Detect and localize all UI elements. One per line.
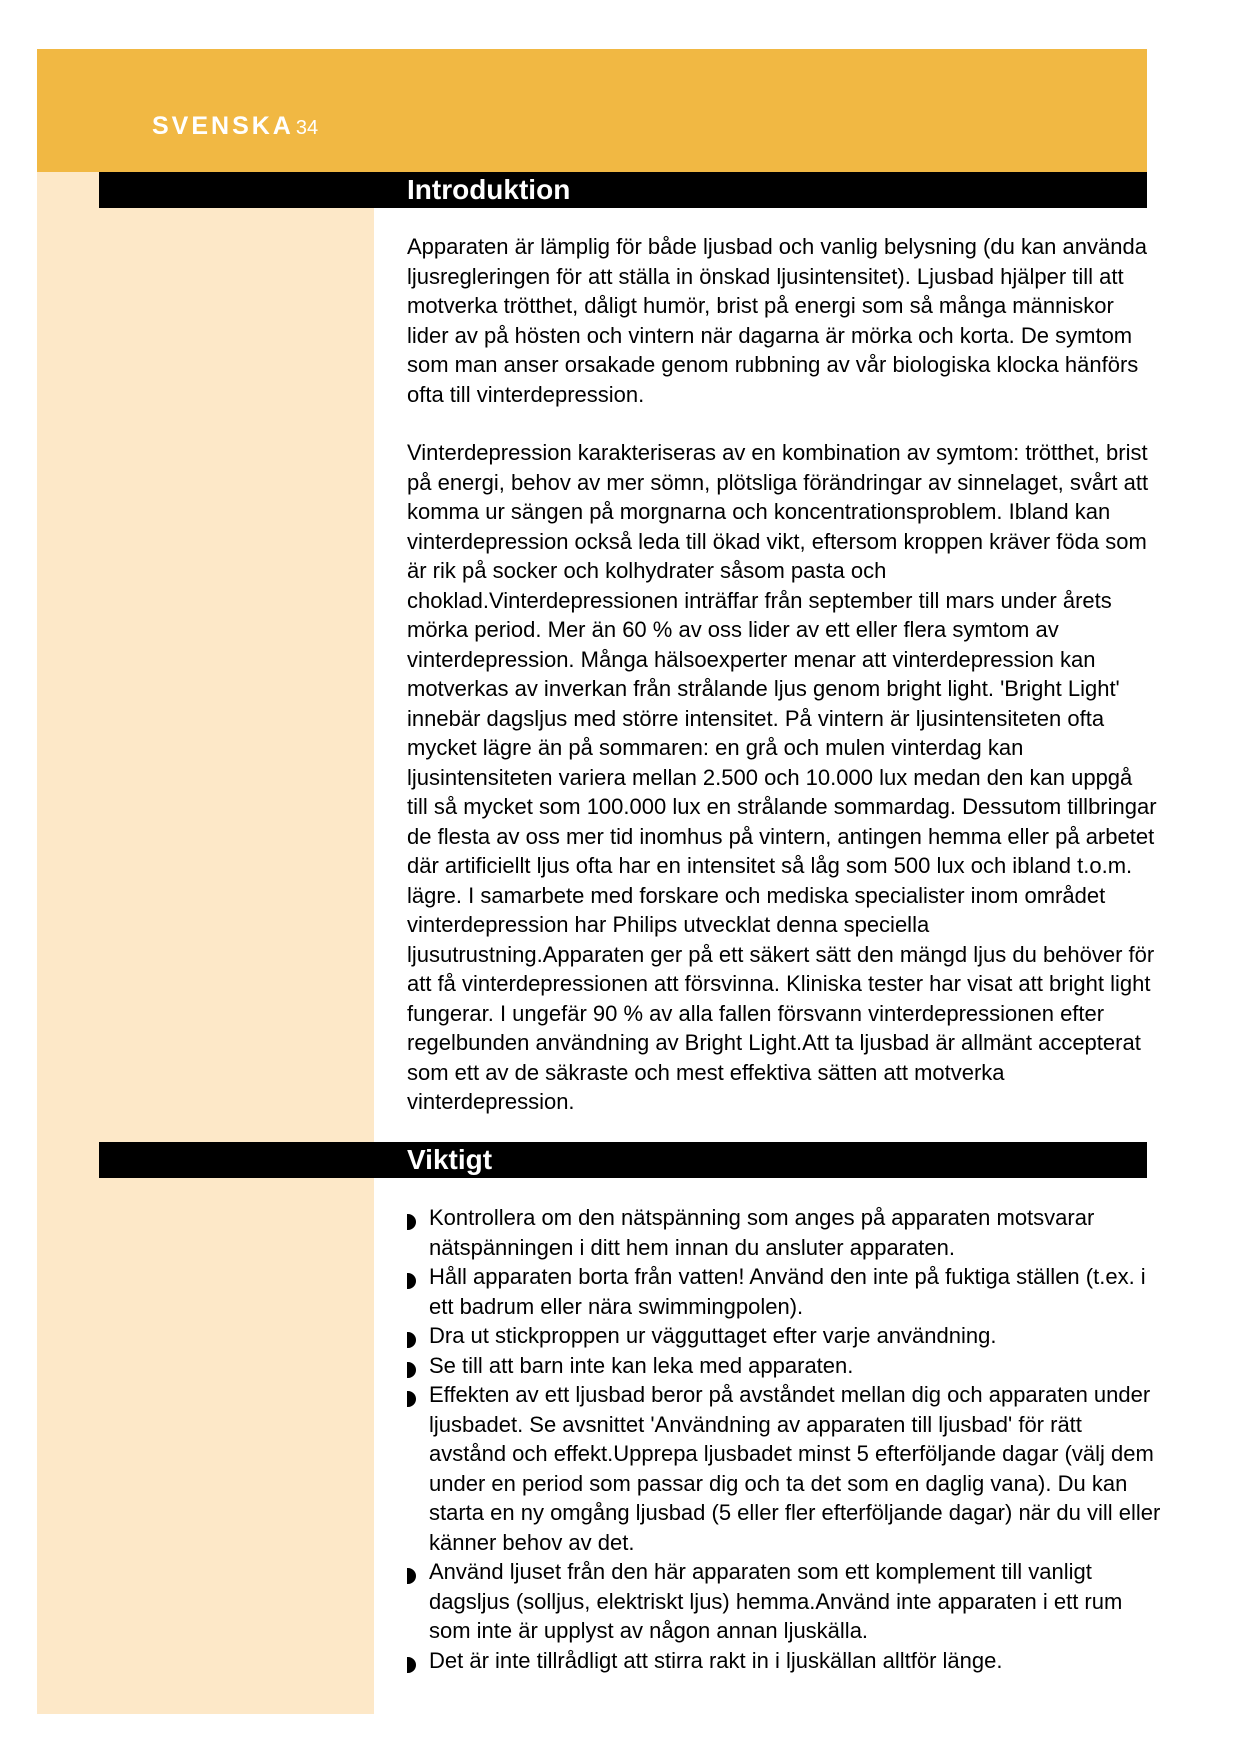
list-item-text: Dra ut stickproppen ur vägguttaget efter varje användning. [429,1323,997,1348]
bullet-icon [407,1214,416,1230]
important-list [407,1203,1162,1675]
bullet-icon [407,1568,416,1584]
introduction-body [407,232,1157,1146]
list-item-text: Använd ljuset från den här apparaten som ett komplement till vanligt dagsljus (solljus, elektriskt ljus) hemma.Använd inte apparaten i ett rum som inte är upplyst av någon annan ljuskälla. [429,1559,1123,1643]
list-item [407,1557,1162,1646]
list-item [407,1646,1162,1676]
bullet-icon [407,1657,416,1673]
list-item-text: Håll apparaten borta från vatten! Använd den inte på fuktiga ställen (t.ex. i ett badrum eller nära swimmingpolen). [429,1264,1146,1319]
list-item [407,1351,1162,1381]
bullet-icon [407,1332,416,1348]
bullet-icon [407,1273,416,1289]
language-name: SVENSKA [152,112,294,140]
list-item [407,1321,1162,1351]
side-panel [37,172,374,1714]
intro-paragraph: Apparaten är lämplig för både ljusbad och vanlig belysning (du kan använda ljusregleringen för att ställa in önskad ljusintensitet). Ljusbad hjälper till att motverka trötthet, dåligt humör, brist på energi som så många människor lider av på hösten och vintern när dagarna är mörka och korta. De symtom som man anser orsakade genom rubbning av vår biologiska klocka hänförs ofta till vinterdepression. [407,234,1147,407]
section-heading-introduction: Introduktion [99,172,1147,208]
list-item [407,1203,1162,1262]
header-band [37,49,1147,172]
intro-paragraph: Vinterdepression karakteriseras av en kombination av symtom: trötthet, brist på energi, behov av mer sömn, plötsliga förändringar av sinnelaget, svårt att komma ur sängen på morgnarna och koncentrationsproblem. Ibland kan vinterdepression också leda till ökad vikt, eftersom kroppen kräver föda som är rik på socker och kolhydrater såsom pasta och choklad.Vinterdepressionen inträffar från september till mars under årets mörka period. Mer än 60 % av oss lider av ett eller flera symtom av vinterdepression. Många hälsoexperter menar att vinterdepression kan motverkas av inverkan från strålande ljus genom bright light. 'Bright Light' innebär dagsljus med större intensitet. På vintern är ljusintensiteten ofta mycket lägre än på sommaren: en grå och mulen vinterdag kan ljusintensiteten variera mellan 2.500 och 10.000 lux medan den kan uppgå till så mycket som 100.000 lux en strålande sommardag. Dessutom tillbringar de flesta av oss mer tid inomhus på vintern, antingen hemma eller på arbetet där artificiellt ljus ofta har en intensitet så låg som 500 lux och ibland t.o.m. lägre. I samarbete med forskare och mediska specialister inom området vinterdepression har Philips utvecklat denna speciella ljusutrustning.Apparaten ger på ett säkert sätt den mängd ljus du behöver för att få vinterdepressionen att försvinna. Kliniska tester har visat att bright light fungerar. I ungefär 90 % av alla fallen försvann vinterdepressionen efter regelbunden användning av Bright Light.Att ta ljusbad är allmänt accepterat som ett av de säkraste och mest effektiva sätten att motverka vinterdepression. [407,440,1157,1114]
section-heading-important: Viktigt [99,1142,1147,1178]
list-item-text: Kontrollera om den nätspänning som anges på apparaten motsvarar nätspänningen i ditt hem innan du ansluter apparaten. [429,1205,1095,1260]
list-item-text: Effekten av ett ljusbad beror på avståndet mellan dig och apparaten under ljusbadet. Se avsnittet 'Användning av apparaten till ljusbad' för rätt avstånd och effekt.Upprepa ljusbadet minst 5 efterföljande dagar (välj dem under en period som passar dig och ta det som en daglig vana). Du kan starta en ny omgång ljusbad (5 eller fler efterföljande dagar) när du vill eller känner behov av det. [429,1382,1161,1555]
list-item-text: Se till att barn inte kan leka med apparaten. [429,1352,854,1378]
list-item-text: Det är inte tillrådligt att stirra rakt in i ljuskällan alltför länge. [429,1647,1003,1673]
page-number: 34 [295,117,319,139]
list-item [407,1262,1162,1321]
bullet-icon [407,1362,416,1378]
language-label [152,112,318,141]
bullet-icon [407,1391,416,1407]
list-item [407,1380,1162,1557]
